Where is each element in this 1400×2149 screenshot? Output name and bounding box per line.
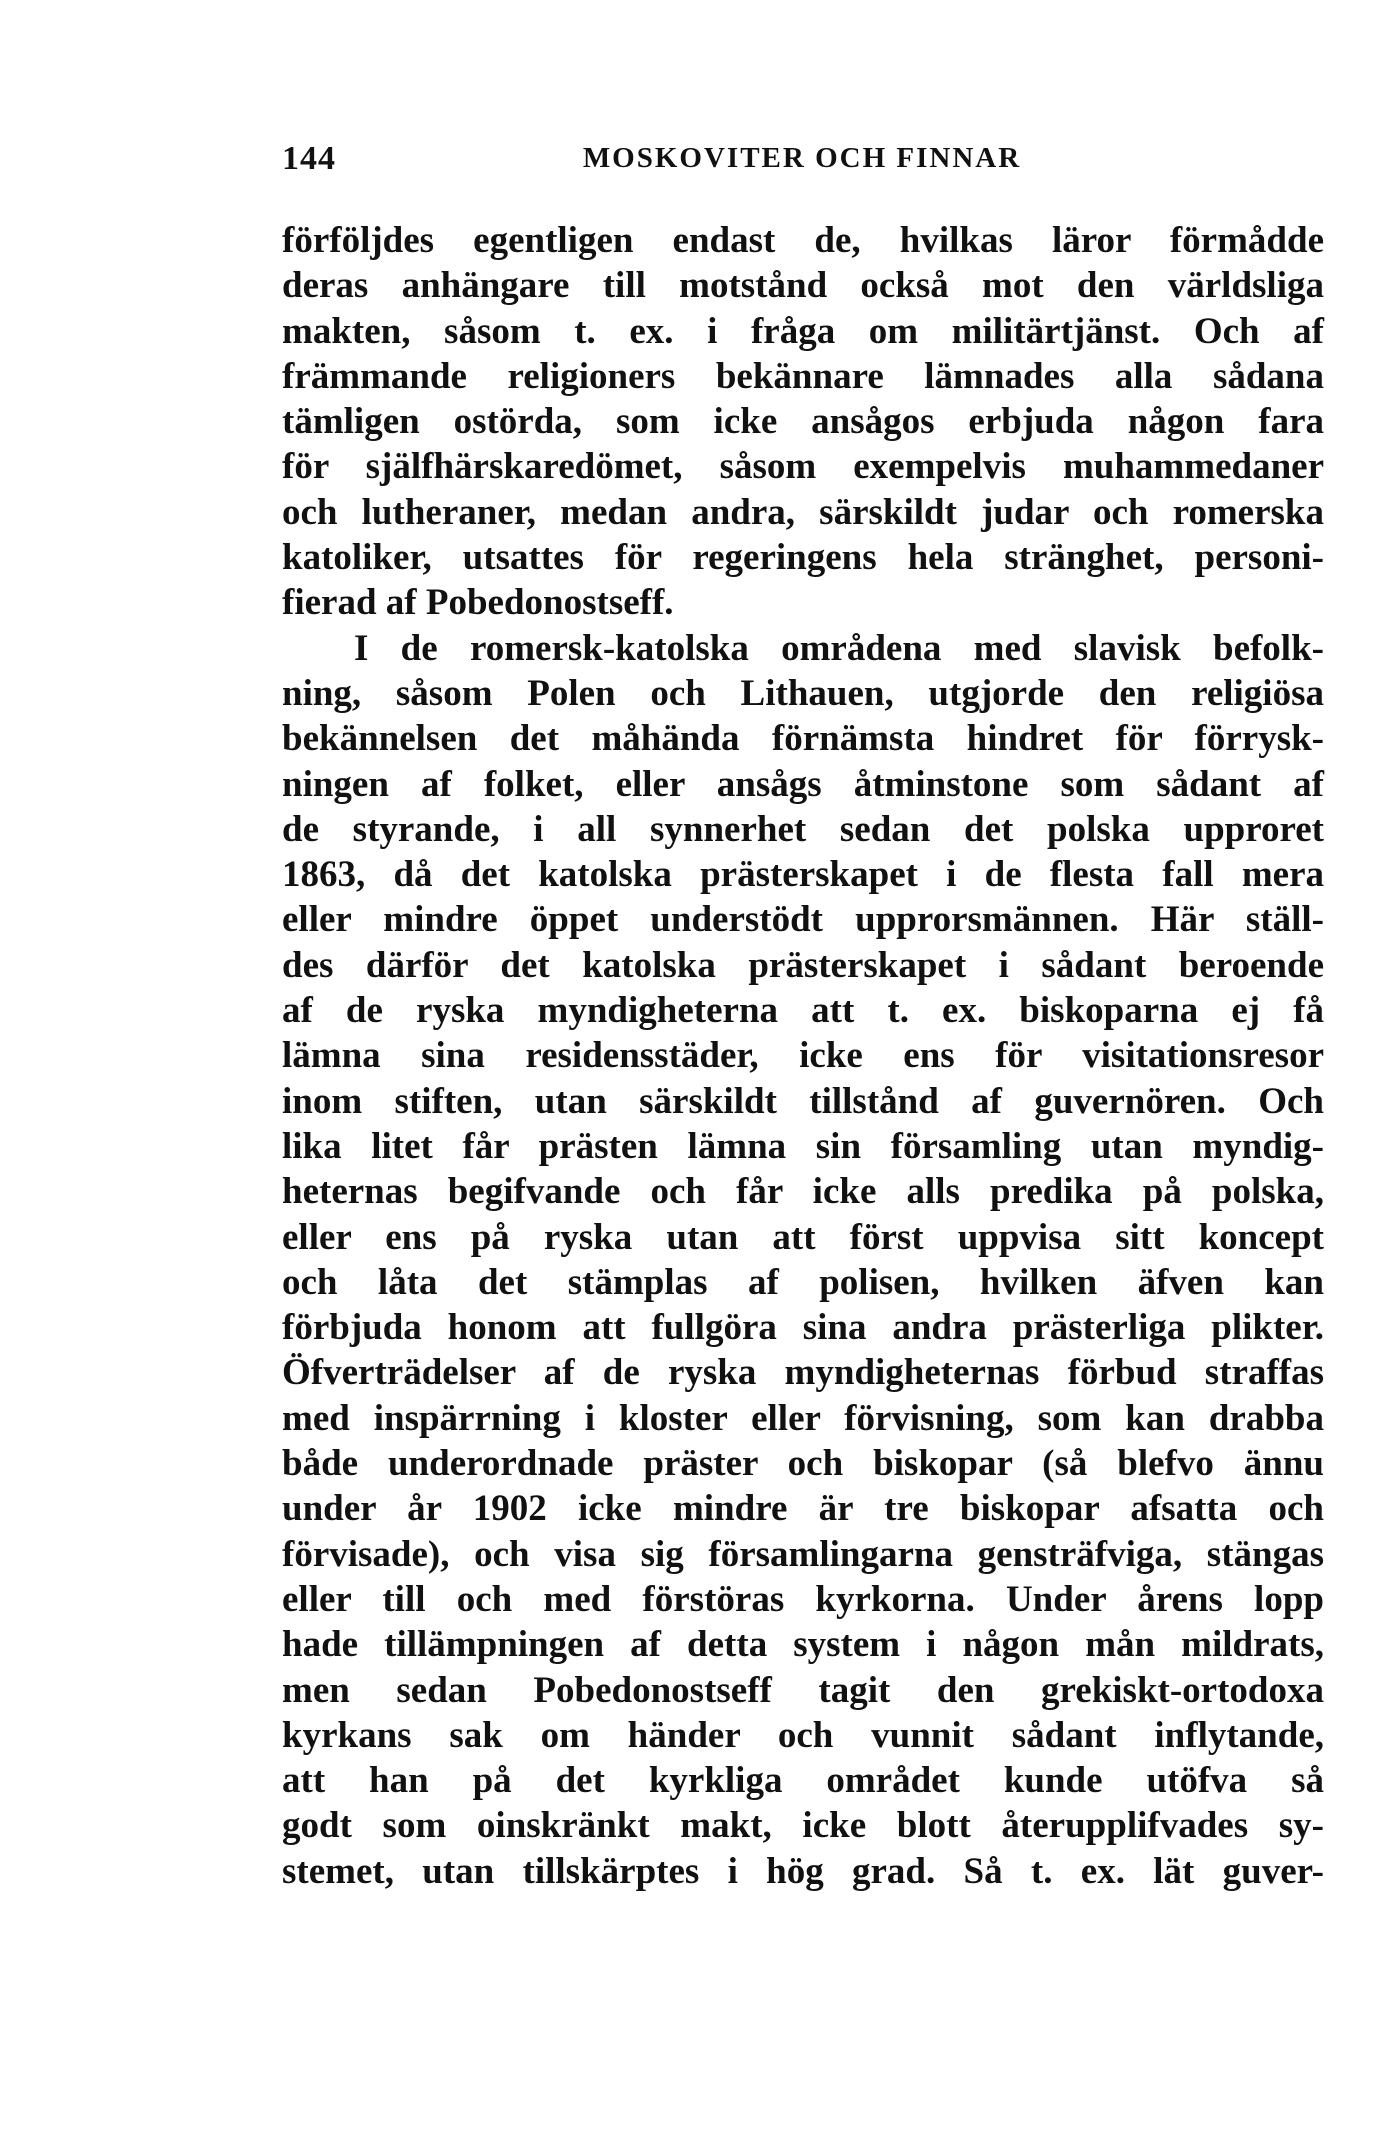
text-line: katoliker, utsattes för regeringens hela stränghet, personi- — [282, 537, 1324, 579]
text-line: Öfverträdelser af de ryska myndigheternas förbud straffas — [282, 1352, 1324, 1394]
running-title: MOSKOVITER OCH FINNAR — [582, 142, 1022, 174]
text-line: tämligen ostörda, som icke ansågos erbjuda någon fara — [282, 401, 1324, 443]
text-line: godt som oinskränkt makt, icke blott återupplifvades sy- — [282, 1805, 1324, 1847]
paragraph — [282, 626, 1324, 1894]
text-line: deras anhängare till motstånd också mot den världsliga — [282, 265, 1324, 307]
text-line: eller till och med förstöras kyrkorna. Under årens lopp — [282, 1578, 1324, 1620]
text-line: af de ryska myndigheterna att t. ex. biskoparna ej få — [282, 990, 1324, 1032]
text-line: med inspärrning i kloster eller förvisning, som kan drabba — [282, 1397, 1324, 1439]
text-line: förvisade), och visa sig församlingarna gensträfviga, stängas — [282, 1533, 1324, 1575]
text-line: ning, såsom Polen och Lithauen, utgjorde den religiösa — [282, 672, 1324, 714]
text-line: förföljdes egentligen endast de, hvilkas läror förmådde — [282, 220, 1324, 261]
text-line: makten, såsom t. ex. i fråga om militärtjänst. Och af — [282, 310, 1324, 352]
text-line: kyrkans sak om händer och vunnit sådant inflytande, — [282, 1714, 1324, 1756]
text-line: för själfhärskaredömet, såsom exempelvis muhammedaner — [282, 446, 1324, 488]
text-line: ningen af folket, eller ansågs åtminstone som sådant af — [282, 763, 1324, 805]
text-line: lika litet får prästen lämna sin församling utan myndig- — [282, 1125, 1324, 1167]
text-line: men sedan Pobedonostseff tagit den grekiskt-ortodoxa — [282, 1669, 1324, 1711]
text-line: förbjuda honom att fullgöra sina andra prästerliga plikter. — [282, 1307, 1324, 1349]
body-text — [282, 218, 1324, 1894]
page-header — [282, 140, 1322, 190]
text-line: eller ens på ryska utan att först uppvisa sitt koncept — [282, 1216, 1324, 1258]
text-line: I de romersk-katolska områdena med slavisk befolk- — [354, 627, 1324, 669]
paragraph — [282, 218, 1324, 626]
text-line: des därför det katolska prästerskapet i sådant beroende — [282, 944, 1324, 986]
text-line: främmande religioners bekännare lämnades alla sådana — [282, 355, 1324, 397]
page-number: 144 — [282, 140, 336, 177]
text-line: 1863, då det katolska prästerskapet i de flesta fall mera — [282, 854, 1324, 896]
text-line: fierad af Pobedonostseff. — [282, 582, 674, 624]
text-line: heternas begifvande och får icke alls predika på polska, — [282, 1171, 1324, 1213]
text-line: hade tillämpningen af detta system i någon mån mildrats, — [282, 1624, 1324, 1666]
text-line: inom stiften, utan särskildt tillstånd af guvernören. Och — [282, 1080, 1324, 1122]
text-line: och lutheraner, medan andra, särskildt judar och romerska — [282, 491, 1324, 533]
text-line: stemet, utan tillskärptes i hög grad. Så t. ex. lät guver- — [282, 1850, 1324, 1892]
text-line: de styrande, i all synnerhet sedan det polska upproret — [282, 808, 1324, 850]
text-line: under år 1902 icke mindre är tre biskopar afsatta och — [282, 1488, 1324, 1530]
text-line: eller mindre öppet understödt upprorsmännen. Här ställ- — [282, 899, 1324, 941]
text-line: både underordnade präster och biskopar (så blefvo ännu — [282, 1443, 1324, 1485]
text-line: att han på det kyrkliga området kunde utöfva så — [282, 1760, 1324, 1802]
text-line: lämna sina residensstäder, icke ens för visitationsresor — [282, 1035, 1324, 1077]
text-line: och låta det stämplas af polisen, hvilken äfven kan — [282, 1261, 1324, 1303]
text-line: bekännelsen det måhända förnämsta hindret för förrysk- — [282, 718, 1324, 760]
